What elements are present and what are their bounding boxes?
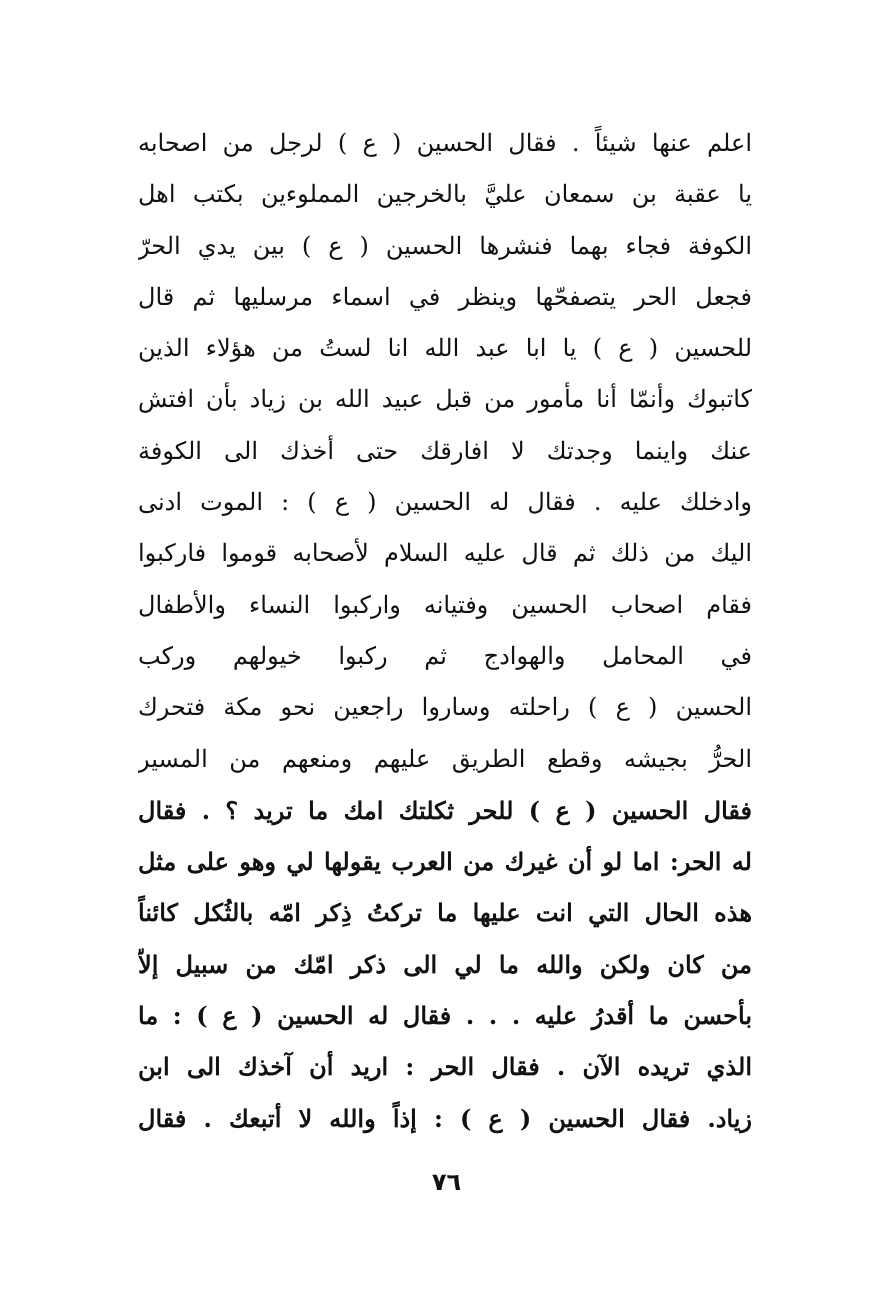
text-line-bold: الذي تريده الآن . فقال الحر : اريد أن آخذك الى ابن (138, 1052, 752, 1082)
text-line: اليك من ذلك ثم قال عليه السلام لأصحابه قوموا فاركبوا (138, 539, 752, 568)
text-line-bold: له الحر: اما لو أن غيرك من العرب يقولها لي وهو على مثل (138, 847, 752, 877)
text-line: فقام اصحاب الحسين وفتيانه واركبوا النساء والأطفال (138, 590, 752, 619)
text-line: للحسين ( ع ) يا ابا عبد الله انا لستُ من هؤلاء الذين (138, 334, 752, 363)
text-line-bold: من كان ولكن والله ما لي الى ذكر امّك من سبيل إلاّ (138, 949, 752, 979)
text-line: الحرُّ بجيشه وقطع الطريق عليهم ومنعهم من المسير (138, 744, 752, 773)
body-text (138, 118, 752, 1144)
text-line: اعلم عنها شيئاً . فقال الحسين ( ع ) لرجل من اصحابه (138, 129, 752, 157)
text-line: في المحامل والهوادج ثم ركبوا خيولهم وركب (138, 641, 752, 670)
text-line: وادخلك عليه . فقال له الحسين ( ع ) : الموت ادنى (138, 488, 752, 517)
text-line: الحسين ( ع ) راحلته وساروا راجعين نحو مكة فتحرك (138, 693, 752, 722)
text-line: كاتبوك وأنمّا أنا مأمور من قبل عبيد الله بن زياد بأن افتش (138, 385, 752, 414)
text-line: فجعل الحر يتصفحّها وينظر في اسماء مرسليها ثم قال (138, 282, 752, 311)
text-line-bold: بأحسن ما أقدرُ عليه . . . فقال له الحسين ( ع ) : ما (138, 1001, 752, 1031)
text-line-bold: هذه الحال التي انت عليها ما تركتُ ذِكر امّه بالثُكل كائناً (138, 898, 752, 928)
text-line-bold: زياد. فقال الحسين ( ع ) : إذاً والله لا أتبعك . فقال (138, 1103, 752, 1133)
text-line: عنك واينما وجدتك لا افارقك حتى أخذك الى الكوفة (138, 436, 752, 465)
page-number: ٧٦ (431, 1168, 462, 1196)
text-line-bold: فقال الحسين ( ع ) للحر ثكلتك امك ما تريد ؟ . فقال (138, 795, 752, 825)
text-line: يا عقبة بن سمعان عليَّ بالخرجين المملوءين بكتب اهل (138, 180, 752, 209)
text-line: الكوفة فجاء بهما فنشرها الحسين ( ع ) بين يدي الحرّ (138, 231, 752, 260)
